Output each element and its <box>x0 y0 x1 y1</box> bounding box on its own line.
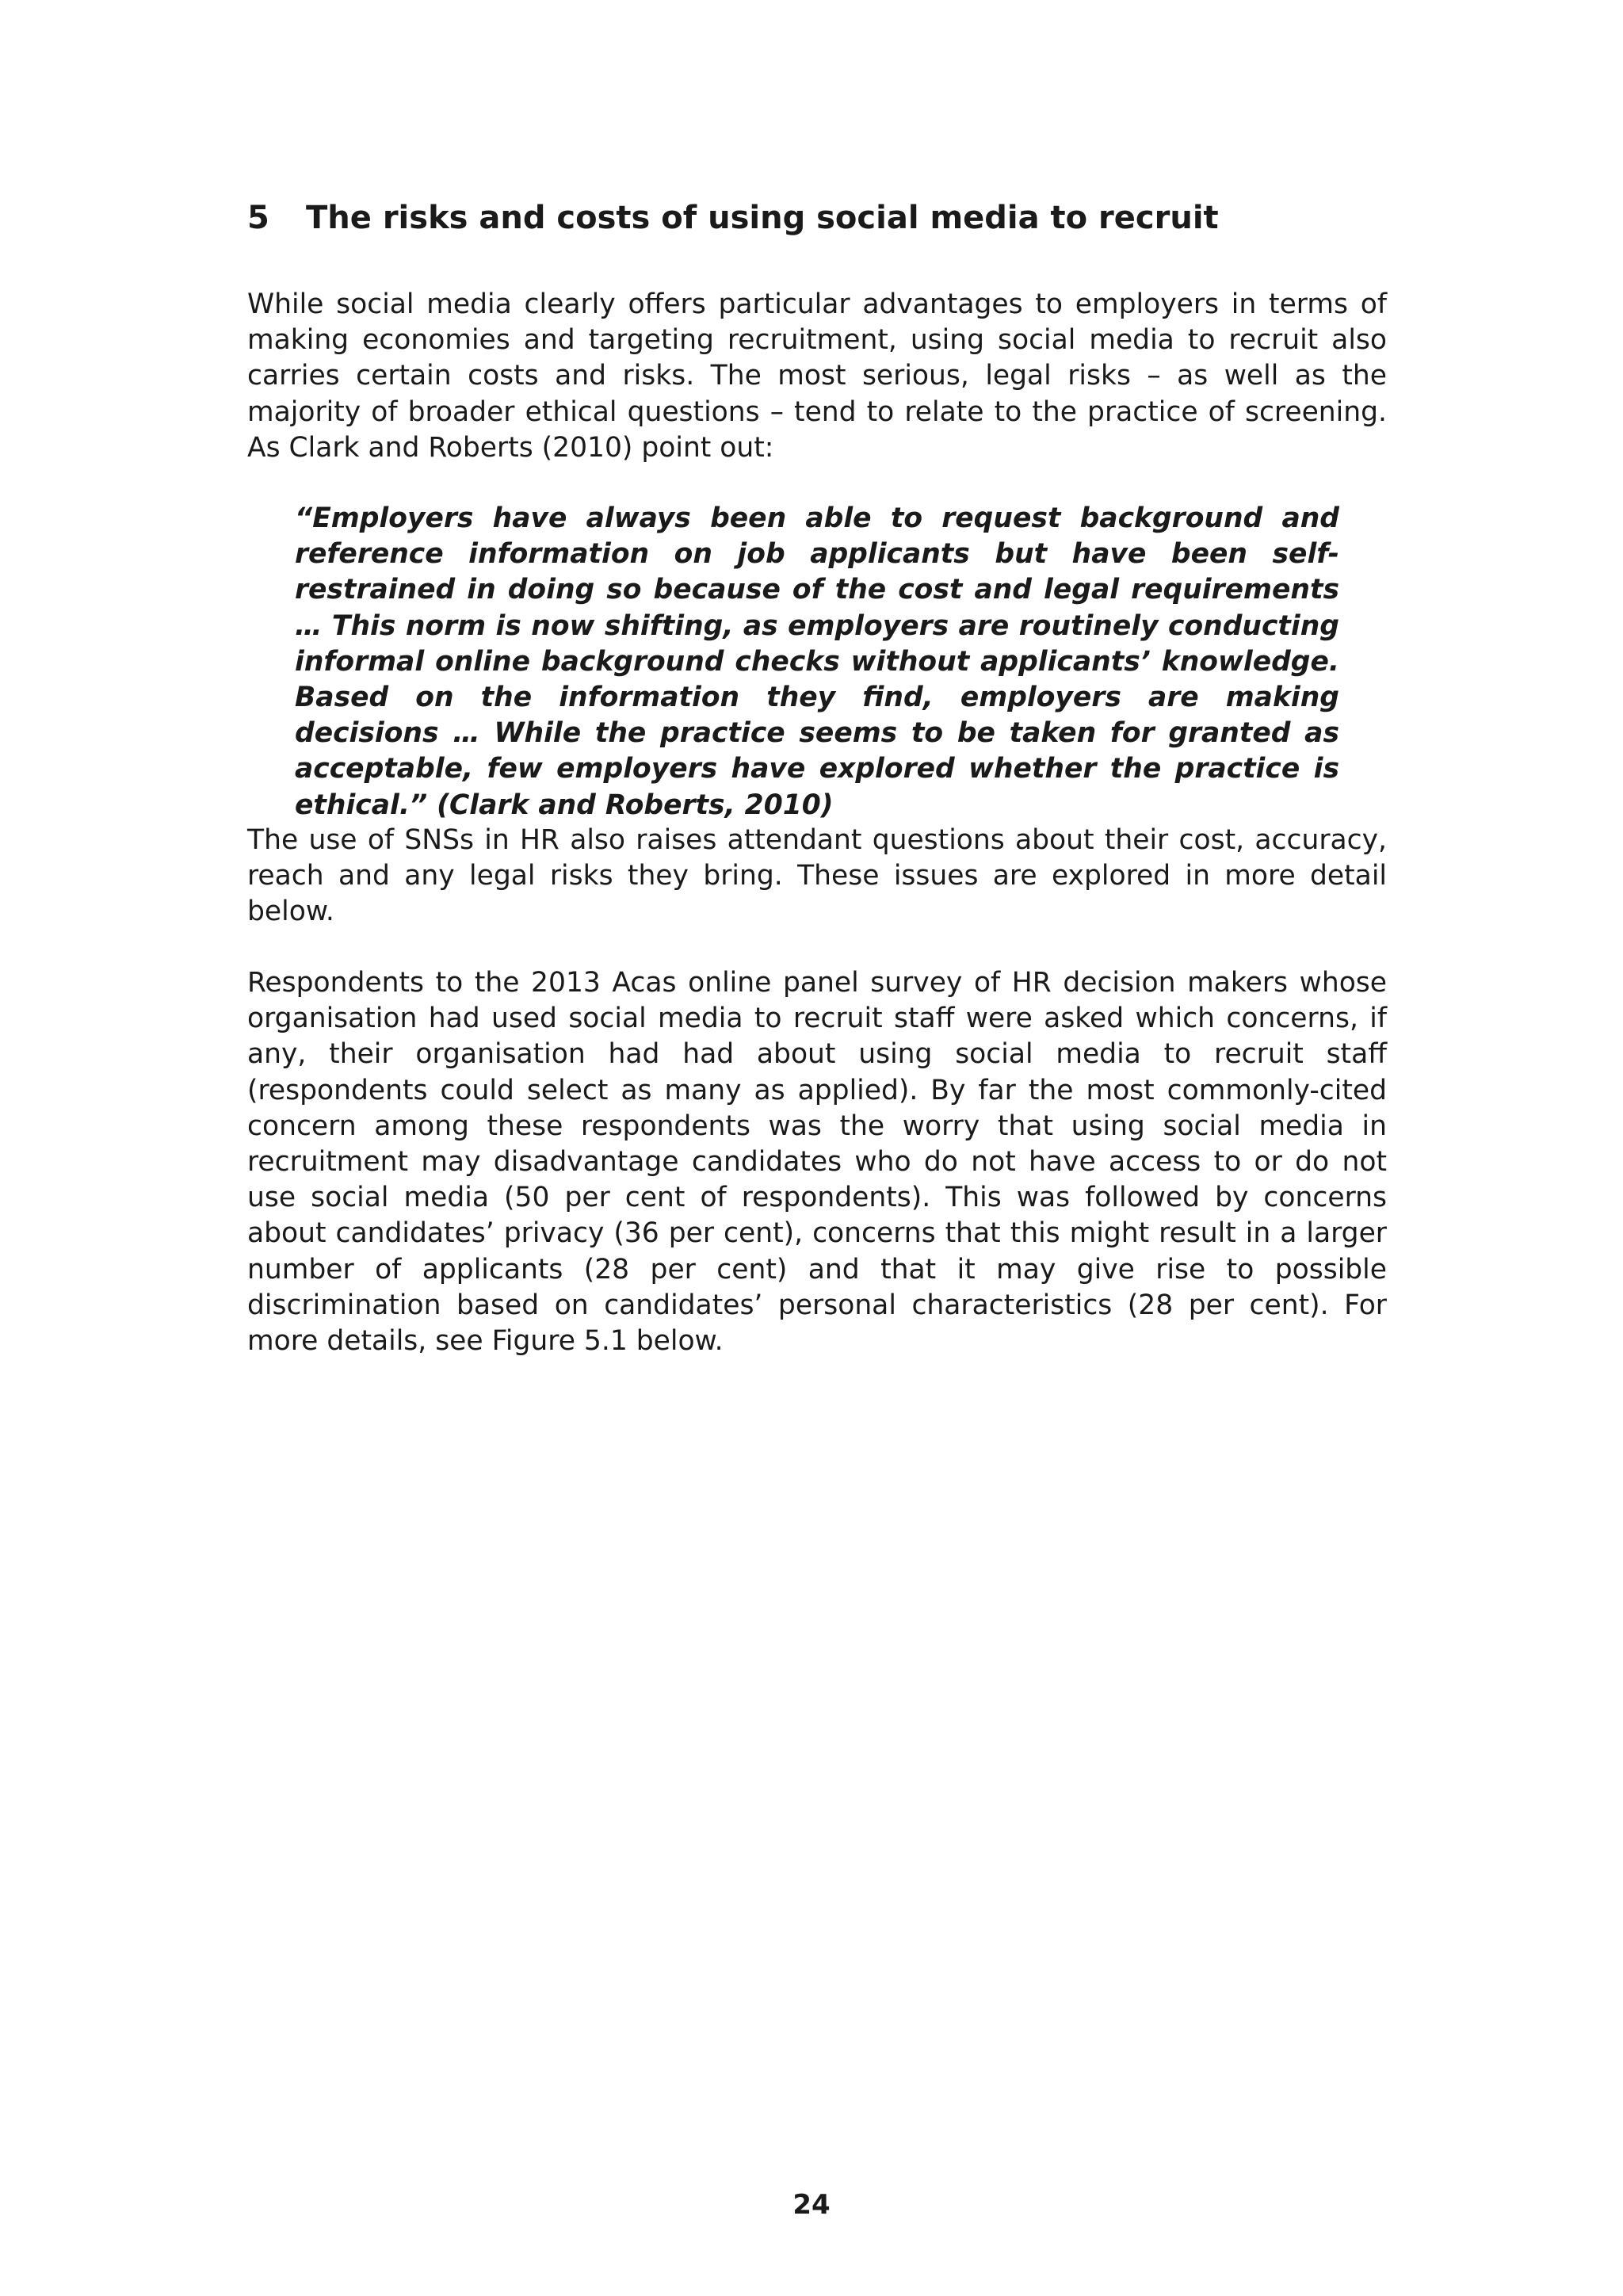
section-number: 5 <box>247 200 269 236</box>
section-heading <box>247 197 1396 239</box>
survey-paragraph: Respondents to the 2013 Acas online panel survey of HR decision makers whose organisation had used social media to recruit staff were asked which concerns, if any, their organisation had had about using social media to recruit staff (respondents could select as many as applied). By far the most commonly-cited concern among these respondents was the worry that using social media in recruitment may disadvantage candidates who do not have access to or do not use social media (50 per cent of respondents). This was followed by concerns about candidates’ privacy (36 per cent), concerns that this might result in a larger number of applicants (28 per cent) and that it may give rise to possible discrimination based on candidates’ personal characteristics (28 per cent). For more details, see Figure 5.1 below. <box>247 967 1387 1358</box>
intro-paragraph: While social media clearly offers particular advantages to employers in terms of making economies and targeting recruitment, using social media to recruit also carries certain costs and risks. The most serious, legal risks – as well as the majority of broader ethical questions – tend to relate to the practice of screening. As Clark and Roberts (2010) point out: <box>247 288 1387 464</box>
section-title: The risks and costs of using social media to recruit <box>306 200 1219 236</box>
page-number: 24 <box>792 2189 831 2221</box>
block-quote: “Employers have always been able to request background and reference information on job applicants but have been self-restrained in doing so because of the cost and legal requirements … This norm is now shifting, as employers are routinely conducting informal online background checks without applicants’ knowledge. Based on the information they find, employers are making decisions … While the practice seems to be taken for granted as acceptable, few employers have explored whether the practice is ethical.” (Clark and Roberts, 2010) <box>295 502 1339 821</box>
sns-costs-paragraph: The use of SNSs in HR also raises attendant questions about their cost, accuracy, reach and any legal risks they bring. These issues are explored in more detail below. <box>247 824 1387 928</box>
